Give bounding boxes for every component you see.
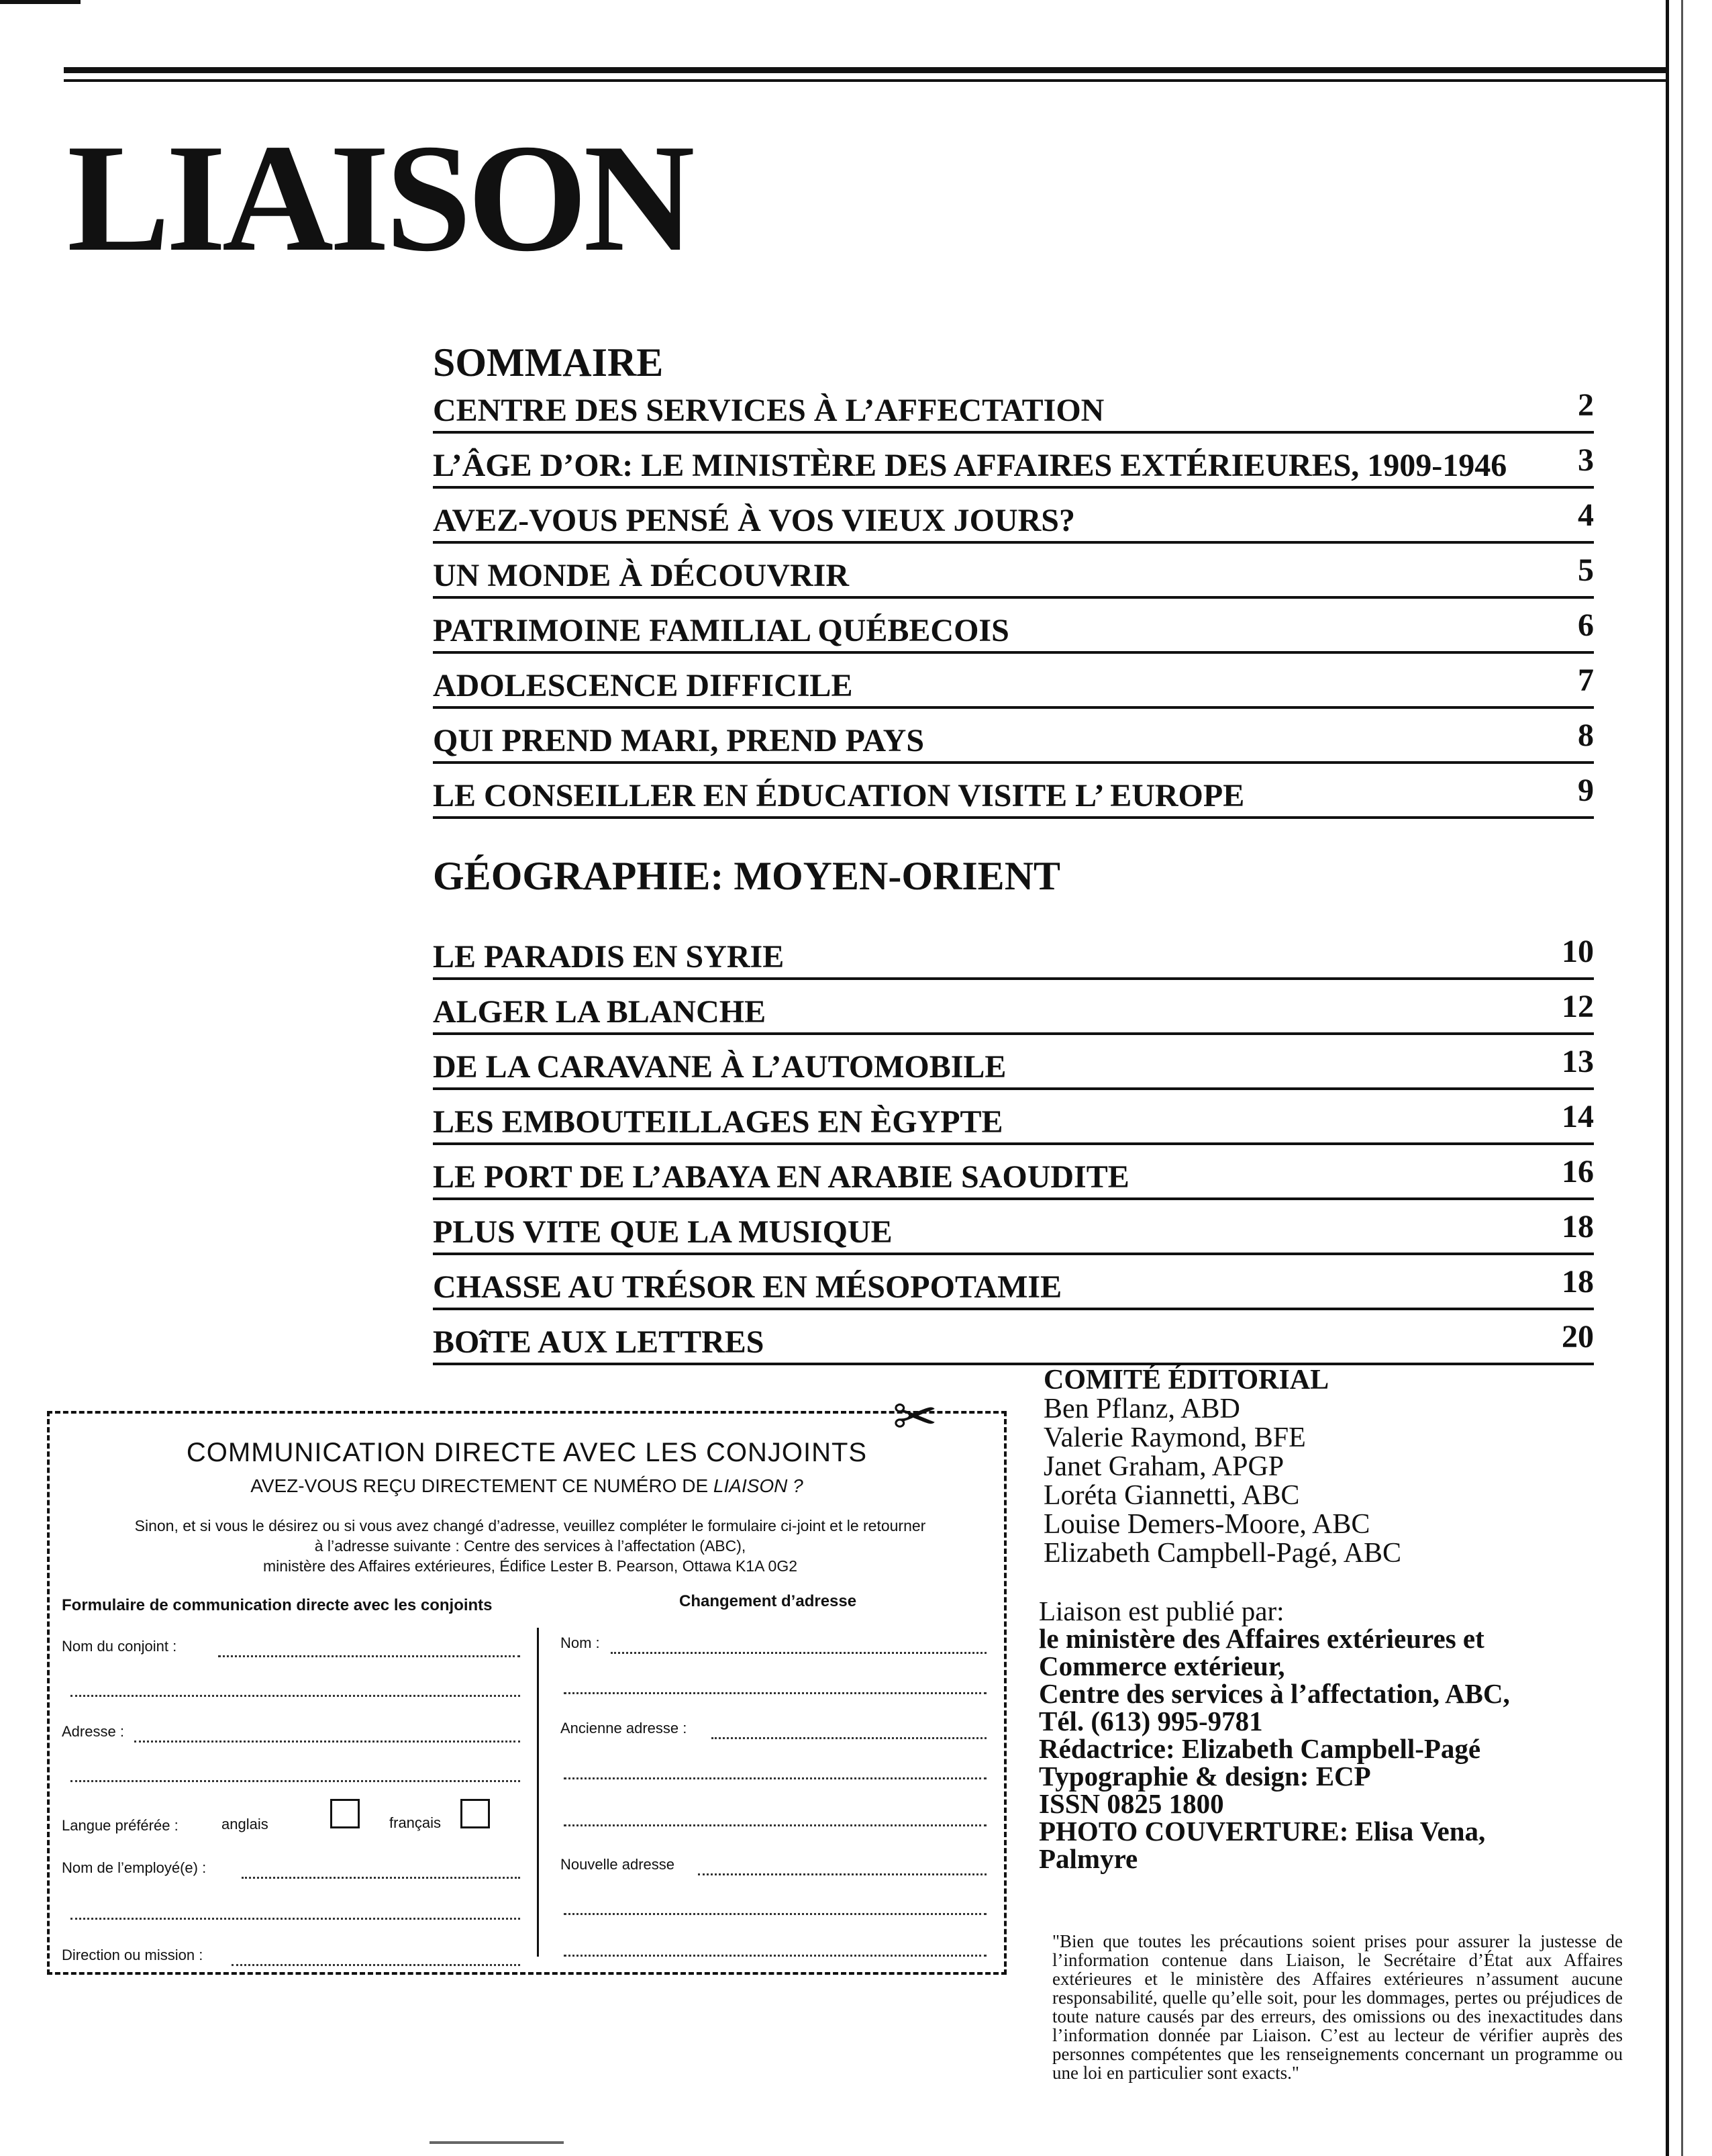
toc-title: UN MONDE À DÉCOUVRIR: [433, 558, 849, 593]
toc-row[interactable]: [433, 768, 1594, 819]
toc-title: L’ÂGE D’OR: LE MINISTÈRE DES AFFAIRES EXTÉRIEURES, 1909-1946: [433, 448, 1507, 483]
name-label: Nom :: [560, 1634, 600, 1651]
new-address-field[interactable]: [698, 1873, 987, 1875]
toc-page-number: 18: [1562, 1209, 1594, 1244]
address-label: Adresse :: [62, 1723, 124, 1740]
toc-row[interactable]: [433, 383, 1594, 434]
top-rule-thick: [64, 67, 1668, 73]
toc-row[interactable]: [433, 929, 1594, 980]
editorial-member: Ben Pflanz, ABD: [1044, 1393, 1240, 1424]
scan-artifact: [430, 2141, 564, 2144]
toc-title: BOîTE AUX LETTRES: [433, 1324, 764, 1360]
publisher-line: Typographie & design: ECP: [1039, 1761, 1371, 1792]
name-field[interactable]: [611, 1652, 987, 1654]
coupon-instructions-line: ministère des Affaires extérieures, Édifice Lester B. Pearson, Ottawa K1A 0G2: [262, 1557, 798, 1575]
toc-title: LE PORT DE L’ABAYA EN ARABIE SAOUDITE: [433, 1159, 1129, 1195]
toc-page-number: 14: [1562, 1099, 1594, 1134]
form-right-title: Changement d’adresse: [679, 1592, 857, 1610]
employee-name-field[interactable]: [242, 1877, 520, 1879]
french-option-label: français: [389, 1814, 442, 1831]
toc-row[interactable]: [433, 438, 1594, 489]
publisher-line: Rédactrice: Elizabeth Campbell-Pagé: [1039, 1733, 1481, 1764]
toc-row[interactable]: [433, 603, 1594, 654]
toc-row[interactable]: [433, 1204, 1594, 1255]
corner-mark: [0, 0, 81, 4]
toc-page-number: 9: [1578, 773, 1594, 808]
toc-page-number: 5: [1578, 552, 1594, 588]
right-binding-edge-2: [1681, 0, 1683, 2156]
old-address-field[interactable]: [711, 1737, 987, 1739]
toc-page-number: 13: [1562, 1044, 1594, 1079]
publisher-phone: Tél. (613) 995-9781: [1039, 1706, 1263, 1736]
coupon-subtitle-italic: LIAISON ?: [713, 1475, 803, 1496]
toc-title: PATRIMOINE FAMILIAL QUÉBECOIS: [433, 613, 1009, 648]
toc-row[interactable]: [433, 1314, 1594, 1365]
toc-title: PLUS VITE QUE LA MUSIQUE: [433, 1214, 893, 1250]
editorial-member: Elizabeth Campbell-Pagé, ABC: [1044, 1538, 1402, 1569]
old-address-label: Ancienne adresse :: [560, 1720, 687, 1736]
coupon-subtitle: [81, 1475, 973, 1497]
spouse-name-field-2[interactable]: [70, 1695, 520, 1697]
address-field-2[interactable]: [70, 1780, 520, 1782]
toc-page-number: 6: [1578, 607, 1594, 643]
publisher-line: Centre des services à l’affectation, ABC,: [1039, 1678, 1510, 1709]
spouse-name-label: Nom du conjoint :: [62, 1638, 177, 1655]
coupon-subtitle-text: AVEZ-VOUS REÇU DIRECTEMENT CE NUMÉRO DE: [250, 1475, 713, 1496]
publisher-line: Commerce extérieur,: [1039, 1651, 1285, 1681]
direction-label: Direction ou mission :: [62, 1947, 203, 1963]
coupon-instructions: [74, 1516, 987, 1576]
toc-title: QUI PREND MARI, PREND PAYS: [433, 723, 925, 758]
publisher-line: Liaison est publié par:: [1039, 1596, 1285, 1626]
employee-name-label: Nom de l’employé(e) :: [62, 1859, 207, 1876]
employee-name-field-2[interactable]: [70, 1918, 520, 1920]
french-checkbox[interactable]: [460, 1799, 490, 1828]
editorial-member: Valerie Raymond, BFE: [1044, 1422, 1306, 1453]
geographie-heading: GÉOGRAPHIE: MOYEN-ORIENT: [433, 854, 1061, 898]
toc-page-number: 2: [1578, 387, 1594, 423]
toc-row[interactable]: [433, 713, 1594, 764]
toc-page-number: 16: [1562, 1154, 1594, 1189]
toc-page-number: 4: [1578, 497, 1594, 533]
toc-title: CENTRE DES SERVICES À L’AFFECTATION: [433, 393, 1105, 428]
right-binding-edge: [1666, 0, 1669, 2156]
photo-credit: Palmyre: [1039, 1843, 1138, 1874]
form-column-divider: [537, 1628, 539, 1957]
toc-row[interactable]: [433, 1094, 1594, 1145]
toc-title: ADOLESCENCE DIFFICILE: [433, 668, 853, 703]
toc-row[interactable]: [433, 548, 1594, 599]
direction-field[interactable]: [232, 1964, 520, 1966]
toc-page-number: 18: [1562, 1264, 1594, 1300]
toc-row[interactable]: [433, 493, 1594, 544]
toc-page-number: 7: [1578, 663, 1594, 698]
masthead-logo: LIAISON: [67, 112, 691, 283]
old-address-field-2[interactable]: [564, 1777, 987, 1779]
toc-title: AVEZ-VOUS PENSÉ À VOS VIEUX JOURS?: [433, 503, 1075, 538]
disclaimer: "Bien que toutes les précautions soient prises pour assurer la justesse de l’information contenue dans Liaison, le Secrétaire d’État aux Affaires extérieures et le ministère des Affaires extérieures n’assument aucune responsabilité, quelle qu’elle soit, pour les dommages, pertes ou préjudices de toute nature causés par des erreurs, des omissions ou des inexactitudes dans l’information donnée par Liaison. C’est au lecteur de vérifier auprès des personnes compétentes que les renseignements concernant un programme ou une loi en particulier sont exacts.": [1052, 1931, 1623, 2083]
editorial-member: Louise Demers-Moore, ABC: [1044, 1509, 1370, 1540]
toc-row[interactable]: [433, 1259, 1594, 1310]
publisher-info: [1039, 1598, 1663, 1873]
new-address-field-3[interactable]: [564, 1955, 987, 1957]
english-checkbox[interactable]: [330, 1799, 360, 1828]
new-address-field-2[interactable]: [564, 1913, 987, 1915]
scissors-icon: ✂: [893, 1388, 938, 1447]
toc-title: DE LA CARAVANE À L’AUTOMOBILE: [433, 1049, 1007, 1085]
toc-row[interactable]: [433, 1039, 1594, 1090]
editorial-member: Loréta Giannetti, ABC: [1044, 1480, 1300, 1511]
address-field[interactable]: [134, 1741, 520, 1743]
editorial-member: Janet Graham, APGP: [1044, 1451, 1285, 1482]
publisher-issn: ISSN 0825 1800: [1039, 1788, 1224, 1819]
sommaire-heading: SOMMAIRE: [433, 340, 664, 385]
toc-row[interactable]: [433, 984, 1594, 1035]
top-rule-thin: [64, 79, 1668, 82]
english-option-label: anglais: [221, 1816, 268, 1832]
toc-page-number: 20: [1562, 1319, 1594, 1355]
toc-title: LES EMBOUTEILLAGES EN ÈGYPTE: [433, 1104, 1003, 1140]
new-address-label: Nouvelle adresse: [560, 1856, 674, 1873]
editorial-heading: COMITÉ ÉDITORIAL: [1044, 1365, 1329, 1395]
toc-page-number: 10: [1562, 934, 1594, 969]
toc-title: ALGER LA BLANCHE: [433, 994, 766, 1030]
language-label: Langue préférée :: [62, 1817, 179, 1834]
editorial-committee: [1044, 1366, 1648, 1568]
coupon-instructions-line: à l’adresse suivante : Centre des services à l’affectation (ABC),: [314, 1537, 746, 1555]
toc-page-number: 12: [1562, 989, 1594, 1024]
spouse-name-field[interactable]: [218, 1655, 520, 1657]
coupon-instructions-line: Sinon, et si vous le désirez ou si vous avez changé d’adresse, veuillez compléter le formulaire ci-joint et le retourner: [134, 1517, 926, 1534]
toc-page-number: 3: [1578, 442, 1594, 478]
toc-title: LE CONSEILLER EN ÉDUCATION VISITE L’ EUROPE: [433, 778, 1245, 814]
form-left-title: Formulaire de communication directe avec les conjoints: [62, 1596, 493, 1614]
toc-title: CHASSE AU TRÉSOR EN MÉSOPOTAMIE: [433, 1269, 1062, 1305]
photo-credit: PHOTO COUVERTURE: Elisa Vena,: [1039, 1816, 1486, 1847]
old-address-field-3[interactable]: [564, 1824, 987, 1826]
name-field-2[interactable]: [564, 1692, 987, 1694]
toc-page-number: 8: [1578, 718, 1594, 753]
toc-title: LE PARADIS EN SYRIE: [433, 939, 785, 975]
publisher-line: le ministère des Affaires extérieures et: [1039, 1623, 1484, 1654]
toc-row[interactable]: [433, 1149, 1594, 1200]
coupon-title: COMMUNICATION DIRECTE AVEC LES CONJOINTS: [186, 1438, 868, 1467]
toc-row[interactable]: [433, 658, 1594, 709]
